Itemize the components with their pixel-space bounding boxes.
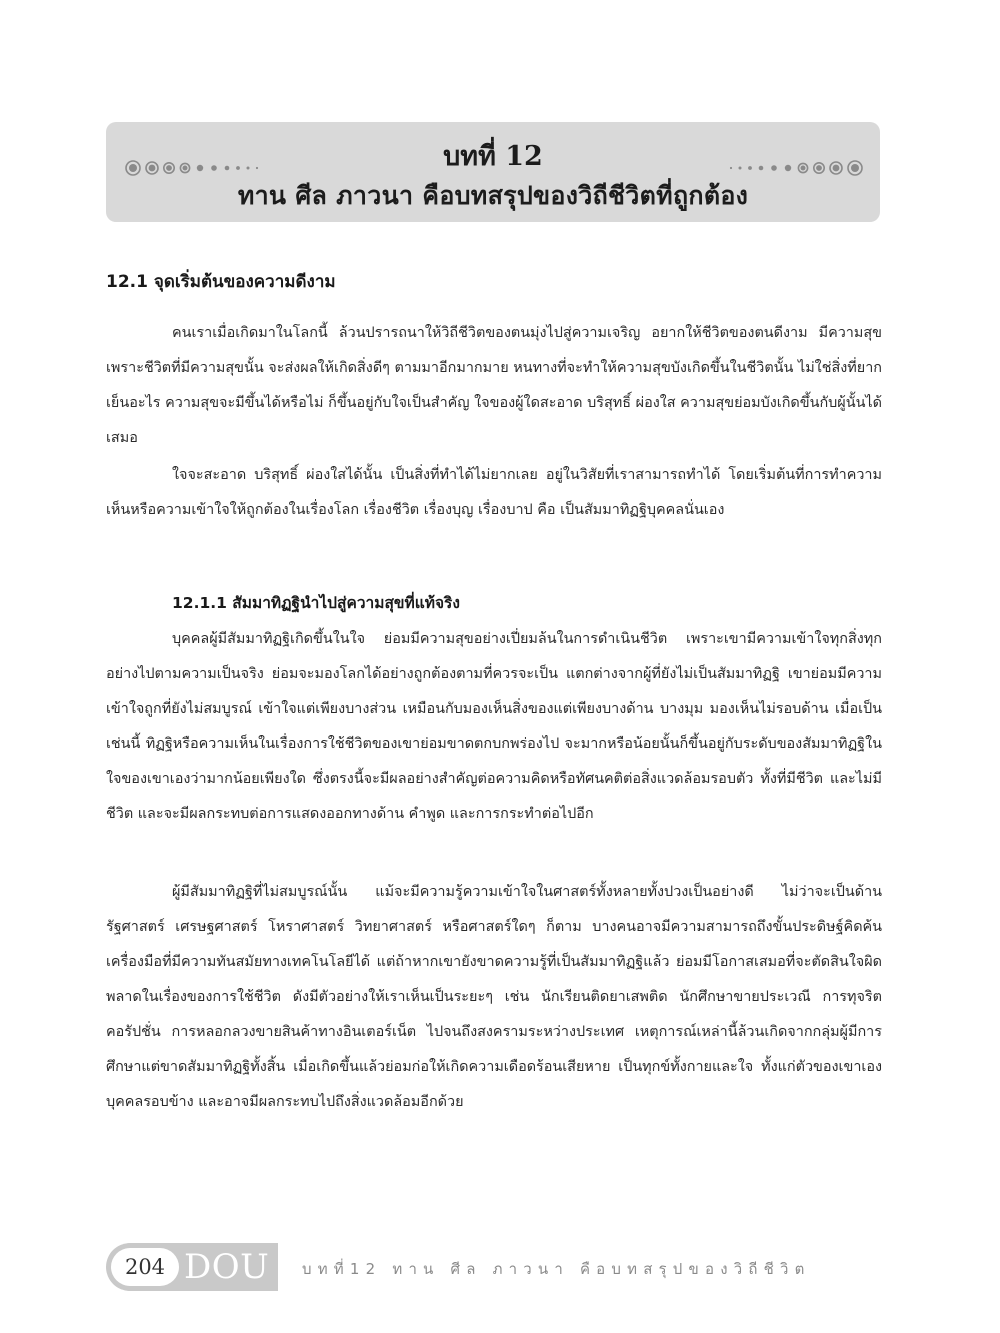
chapter-banner: [106, 122, 880, 222]
paragraph: ผู้มีสัมมาทิฏฐิที่ไม่สมบูรณ์นั้น แม้จะมีความรู้ความเข้าใจในศาสตร์ทั้งหลายทั้งปวงเป็นอย่างดี ไม่ว่าจะเป็นด้านรัฐศาสตร์ เศรษฐศาสตร์ โหราศาสตร์ วิทยาศาสตร์ หรือศาสตร์ใดๆ ก็ตาม บางคนอาจมีความสามารถถึงขั้นประดิษฐ์คิดค้นเครื่องมือที่มีความทันสมัยทางเทคโนโลยีได้ แต่ถ้าหากเขายังขาดความรู้ที่เป็นสัมมาทิฏฐิแล้ว ย่อมมีโอกาสเสมอที่จะตัดสินใจผิดพลาดในเรื่องของการใช้ชีวิต ดังมีตัวอย่างให้เราเห็นเป็นระยะๆ เช่น นักเรียนติดยาเสพติด นักศึกษาขายประเวณี การทุจริตคอรัปชั่น การหลอกลวงขายสินค้าทางอินเตอร์เน็ต ไปจนถึงสงครามระหว่างประเทศ เหตุการณ์เหล่านี้ล้วนเกิดจากกลุ่มผู้มีการศึกษาแต่ขาดสัมมาทิฏฐิทั้งสิ้น เมื่อเกิดขึ้นแล้วย่อมก่อให้เกิดความเดือดร้อนเสียหาย เป็นทุกข์ทั้งกายและใจ ทั้งแก่ตัวของเขาเอง บุคคลรอบข้าง และอาจมีผลกระทบไปถึงสิ่งแวดล้อมอีกด้วย: [106, 884, 882, 1110]
dou-logo: DOU: [184, 1247, 270, 1287]
chapter-title: ทาน ศีล ภาวนา คือบทสรุปของวิถีชีวิตที่ถูกต้อง: [237, 181, 749, 210]
paragraph: บุคคลผู้มีสัมมาทิฏฐิเกิดขึ้นในใจ ย่อมมีความสุขอย่างเปี่ยมล้นในการดำเนินชีวิต เพราะเขามีความเข้าใจทุกสิ่งทุกอย่างไปตามความเป็นจริง ย่อมจะมองโลกได้อย่างถูกต้องตามที่ควรจะเป็น แตกต่างจากผู้ที่ยังไม่เป็นสัมมาทิฏฐิ เขาย่อมมีความเข้าใจถูกที่ยังไม่สมบูรณ์ เข้าใจแต่เพียงบางส่วน เหมือนกับมองเห็นสิ่งของแต่เพียงบางด้าน บางมุม มองเห็นไม่รอบด้าน เมื่อเป็นเช่นนี้ ทิฏฐิหรือความเห็นในเรื่องการใช้ชีวิตของเขาย่อมขาดตกบกพร่องไป จะมากหรือน้อยนั้นก็ขึ้นอยู่กับระดับของสัมมาทิฏฐิในใจของเขาเองว่ามากน้อยเพียงใด ซึ่งตรงนี้จะมีผลอย่างสำคัญต่อความคิดหรือทัศนคติต่อสิ่งแวดล้อมรอบตัว ทั้งที่มีชีวิต และไม่มีชีวิต และจะมีผลกระทบต่อการแสดงออกทางด้าน คำพูด และการกระทำต่อไปอีก: [106, 631, 882, 822]
page-badge: [106, 1243, 278, 1291]
chapter-number: บทที่ 12: [443, 141, 543, 172]
page-footer: [106, 1243, 886, 1293]
running-head: บทที่12 ทาน ศีล ภาวนา คือบทสรุปของวิถีชีวิต: [302, 1260, 811, 1278]
page-number: 204: [111, 1248, 179, 1286]
paragraph: ใจจะสะอาด บริสุทธิ์ ผ่องใสได้นั้น เป็นสิ่งที่ทำได้ไม่ยากเลย อยู่ในวิสัยที่เราสามารถทำได้ โดยเริ่มต้นที่การทำความเห็นหรือความเข้าใจให้ถูกต้องในเรื่องโลก เรื่องชีวิต เรื่องบุญ เรื่องบาป คือ เป็นสัมมาทิฏฐิบุคคลนั่นเอง: [106, 467, 882, 518]
section-heading: 12.1 จุดเริ่มต้นของความดีงาม: [106, 272, 336, 292]
paragraph: คนเราเมื่อเกิดมาในโลกนี้ ล้วนปรารถนาให้วิถีชีวิตของตนมุ่งไปสู่ความเจริญ อยากให้ชีวิตของตนดีงาม มีความสุข เพราะชีวิตที่มีความสุขนั้น จะส่งผลให้เกิดสิ่งดีๆ ตามมาอีกมากมาย หนทางที่จะทำให้ความสุขบังเกิดขึ้นในชีวิตนั้น ไม่ใช่สิ่งที่ยากเย็นอะไร ความสุขจะมีขึ้นได้หรือไม่ ก็ขึ้นอยู่กับใจเป็นสำคัญ ใจของผู้ใดสะอาด บริสุทธิ์ ผ่องใส ความสุขย่อมบังเกิดขึ้นกับผู้นั้นได้เสมอ: [106, 325, 882, 446]
subsection-heading: 12.1.1 สัมมาทิฏฐินำไปสู่ความสุขที่แท้จริง: [172, 594, 460, 612]
